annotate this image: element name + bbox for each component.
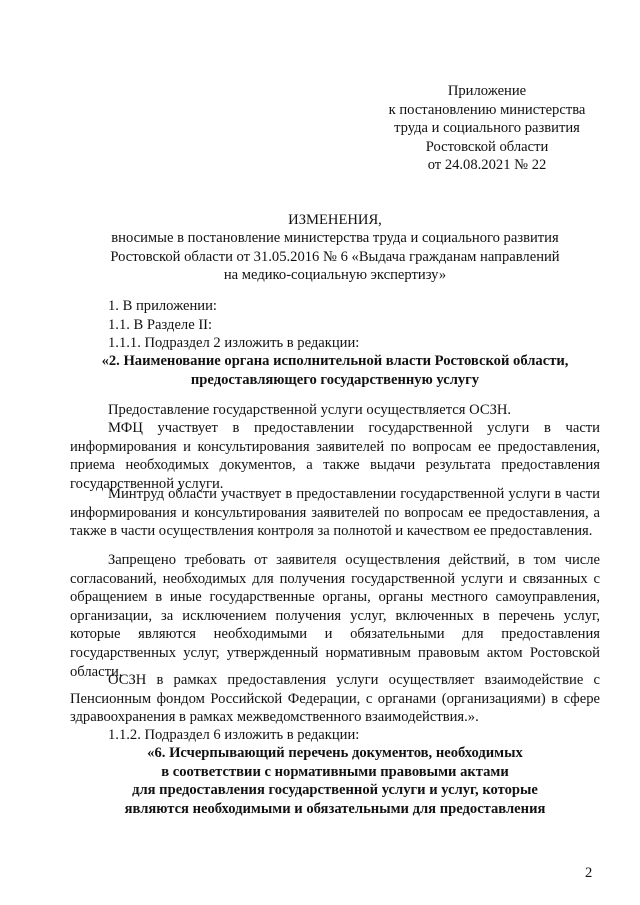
appendix-line: от 24.08.2021 № 22 (427, 157, 547, 174)
section-6-title (70, 744, 600, 818)
subtitle-line: вносимые в постановление министерства труда и социального развития (111, 230, 559, 246)
appendix-note (380, 82, 594, 175)
section-2-title-line: «2. Наименование органа исполнительной власти Ростовской области, (101, 353, 569, 369)
section-2-title (70, 352, 600, 389)
paragraph-5: ОСЗН в рамках предоставления услуги осуществляет взаимодействие с Пенсионным фондом Российской Федерации, с органами (организациями) в сфере здравоохранения в рамках межведомственного взаимодействия.». (70, 672, 600, 726)
paragraph-3: Минтруд области участвует в предоставлении государственной услуги в части информирования и консультирования заявителей по вопросам ее предоставления, а также в части осуществления контроля за полнотой и качеством ее предоставления. (70, 486, 600, 540)
section-6-title-line: являются необходимыми и обязательными для предоставления (124, 800, 546, 817)
section-6-title-line: для предоставления государственной услуги и услуг, которые (132, 782, 538, 799)
item-1-1: 1.1. В Разделе II: (108, 317, 213, 333)
document-subtitle (70, 229, 600, 285)
item-1-1-2: 1.1.2. Подраздел 6 изложить в редакции: (108, 727, 360, 743)
section-2-title-line: предоставляющего государственную услугу (190, 371, 480, 388)
subtitle-line: Ростовской области от 31.05.2016 № 6 «Выдача гражданам направлений (110, 248, 560, 265)
appendix-line: Ростовской области (425, 138, 549, 155)
appendix-line: к постановлению министерства (388, 101, 586, 118)
item-1: 1. В приложении: (108, 298, 217, 314)
appendix-line: труда и социального развития (394, 120, 580, 137)
appendix-line: Приложение (447, 83, 527, 99)
page-number: 2 (585, 865, 593, 881)
subtitle-line: на медико-социальную экспертизу» (223, 267, 447, 284)
paragraph-1: Предоставление государственной услуги осуществляется ОСЗН. (108, 402, 512, 418)
document-title: ИЗМЕНЕНИЯ, (288, 212, 382, 228)
item-1-1-1: 1.1.1. Подраздел 2 изложить в редакции: (108, 335, 360, 351)
section-6-title-line: «6. Исчерпывающий перечень документов, необходимых (147, 745, 523, 761)
paragraph-4: Запрещено требовать от заявителя осуществления действий, в том числе согласований, необходимых для получения государственной услуги и связанных с обращением в иные государственные органы, органы местного самоуправления, организации, за исключением получения услуг, включенных в перечень услуг, которые являются необходимыми и обязательными для предоставления государственных услуг, утвержденный нормативным правовым актом Ростовской области. (70, 552, 600, 680)
paragraph-2: МФЦ участвует в предоставлении государственной услуги в части информирования и консультирования заявителей по вопросам ее предоставления, приема необходимых документов, а также выдачи результата предоставления государственной услуги. (70, 420, 600, 492)
section-6-title-line: в соответствии с нормативными правовыми актами (161, 763, 509, 780)
